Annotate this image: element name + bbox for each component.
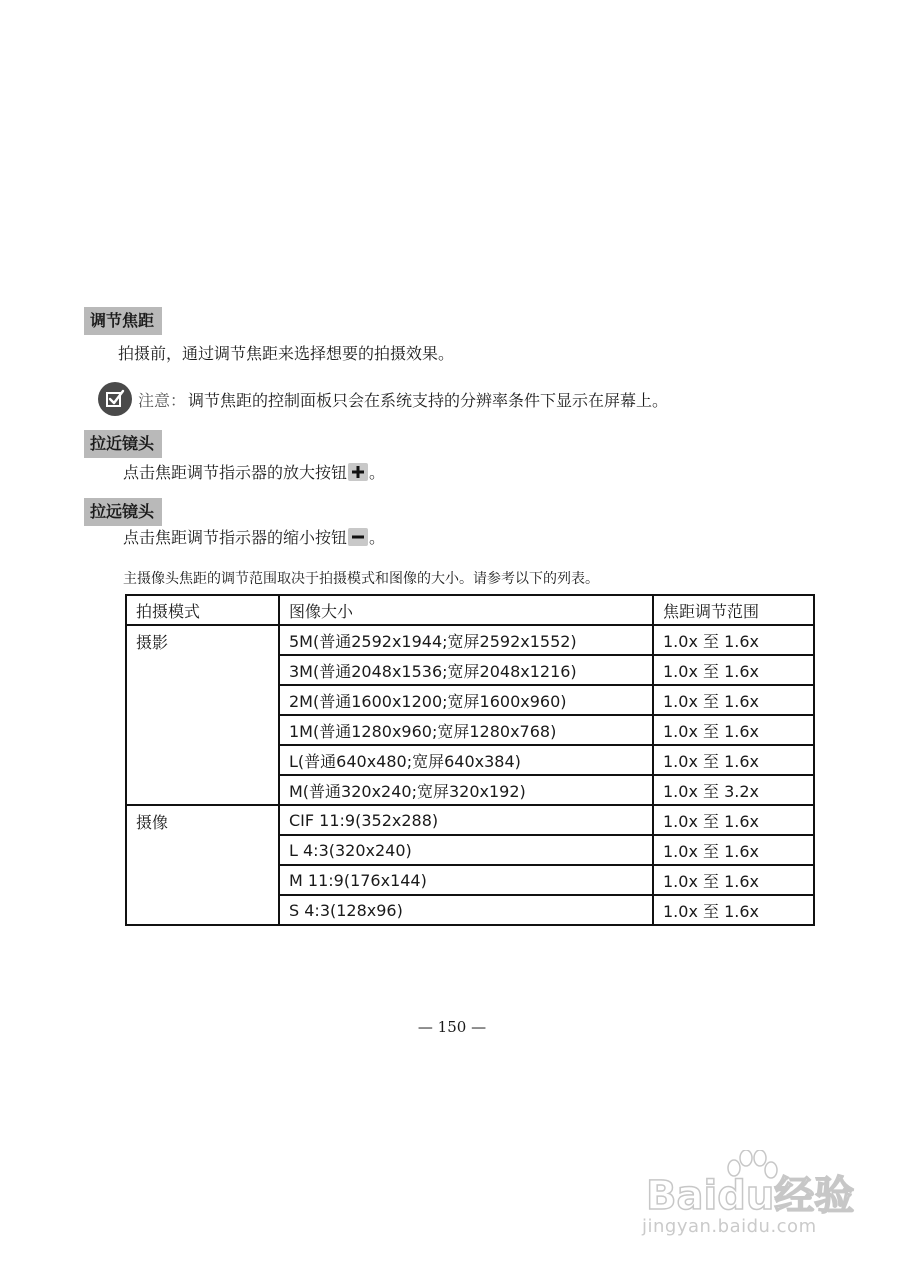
- note-text: 调节焦距的控制面板只会在系统支持的分辨率条件下显示在屏幕上。: [188, 390, 669, 410]
- focus-description: 拍摄前，通过调节焦距来选择想要的拍摄效果。: [118, 344, 455, 363]
- watermark-url: jingyan.baidu.com: [642, 1216, 817, 1237]
- range-cell: 1.0x 至 3.2x: [653, 775, 814, 805]
- table-row: [126, 625, 814, 655]
- range-cell: 1.0x 至 1.6x: [653, 685, 814, 715]
- watermark-brand: Baidu经验: [646, 1173, 855, 1219]
- header-image-size: 图像大小: [279, 595, 653, 625]
- mode-cell-video: 摄像: [126, 805, 279, 925]
- range-cell: 1.0x 至 1.6x: [653, 625, 814, 655]
- baidu-watermark: [640, 1150, 870, 1245]
- range-cell: 1.0x 至 1.6x: [653, 715, 814, 745]
- size-cell: 2M(普通1600x1200;宽屏1600x960): [279, 685, 653, 715]
- range-cell: 1.0x 至 1.6x: [653, 835, 814, 865]
- size-cell: S 4:3(128x96): [279, 895, 653, 925]
- range-cell: 1.0x 至 1.6x: [653, 745, 814, 775]
- range-cell: 1.0x 至 1.6x: [653, 655, 814, 685]
- table-row: [126, 805, 814, 835]
- section-heading-zoom-in: 拉近镜头: [84, 430, 162, 458]
- checkbox-note-icon: [98, 382, 132, 416]
- zoom-in-description: [123, 462, 385, 484]
- zoom-range-table: [125, 594, 815, 926]
- page-number: — 150 —: [417, 1018, 487, 1036]
- zoom-out-text: 点击焦距调节指示器的缩小按钮: [123, 528, 348, 547]
- zoom-out-text-end: 。: [369, 528, 386, 547]
- size-cell: 1M(普通1280x960;宽屏1280x768): [279, 715, 653, 745]
- size-cell: M 11:9(176x144): [279, 865, 653, 895]
- note-row: [98, 380, 668, 418]
- range-cell: 1.0x 至 1.6x: [653, 895, 814, 925]
- size-cell: L 4:3(320x240): [279, 835, 653, 865]
- plus-icon: [348, 463, 368, 481]
- header-zoom-range: 焦距调节范围: [653, 595, 814, 625]
- section-heading-zoom-out: 拉远镜头: [84, 498, 162, 526]
- zoom-in-text: 点击焦距调节指示器的放大按钮: [123, 463, 348, 482]
- size-cell: 3M(普通2048x1536;宽屏2048x1216): [279, 655, 653, 685]
- table-caption: 主摄像头焦距的调节范围取决于拍摄模式和图像的大小。请参考以下的列表。: [123, 571, 599, 587]
- size-cell: M(普通320x240;宽屏320x192): [279, 775, 653, 805]
- zoom-in-text-end: 。: [369, 463, 386, 482]
- size-cell: L(普通640x480;宽屏640x384): [279, 745, 653, 775]
- range-cell: 1.0x 至 1.6x: [653, 865, 814, 895]
- mode-cell-photo: 摄影: [126, 625, 279, 805]
- header-shooting-mode: 拍摄模式: [126, 595, 279, 625]
- size-cell: CIF 11:9(352x288): [279, 805, 653, 835]
- note-label: 注意：: [138, 390, 187, 410]
- table-header-row: [126, 595, 814, 625]
- size-cell: 5M(普通2592x1944;宽屏2592x1552): [279, 625, 653, 655]
- range-cell: 1.0x 至 1.6x: [653, 805, 814, 835]
- zoom-out-description: [123, 527, 385, 549]
- section-heading-focus: 调节焦距: [84, 307, 162, 335]
- minus-icon: [348, 528, 368, 546]
